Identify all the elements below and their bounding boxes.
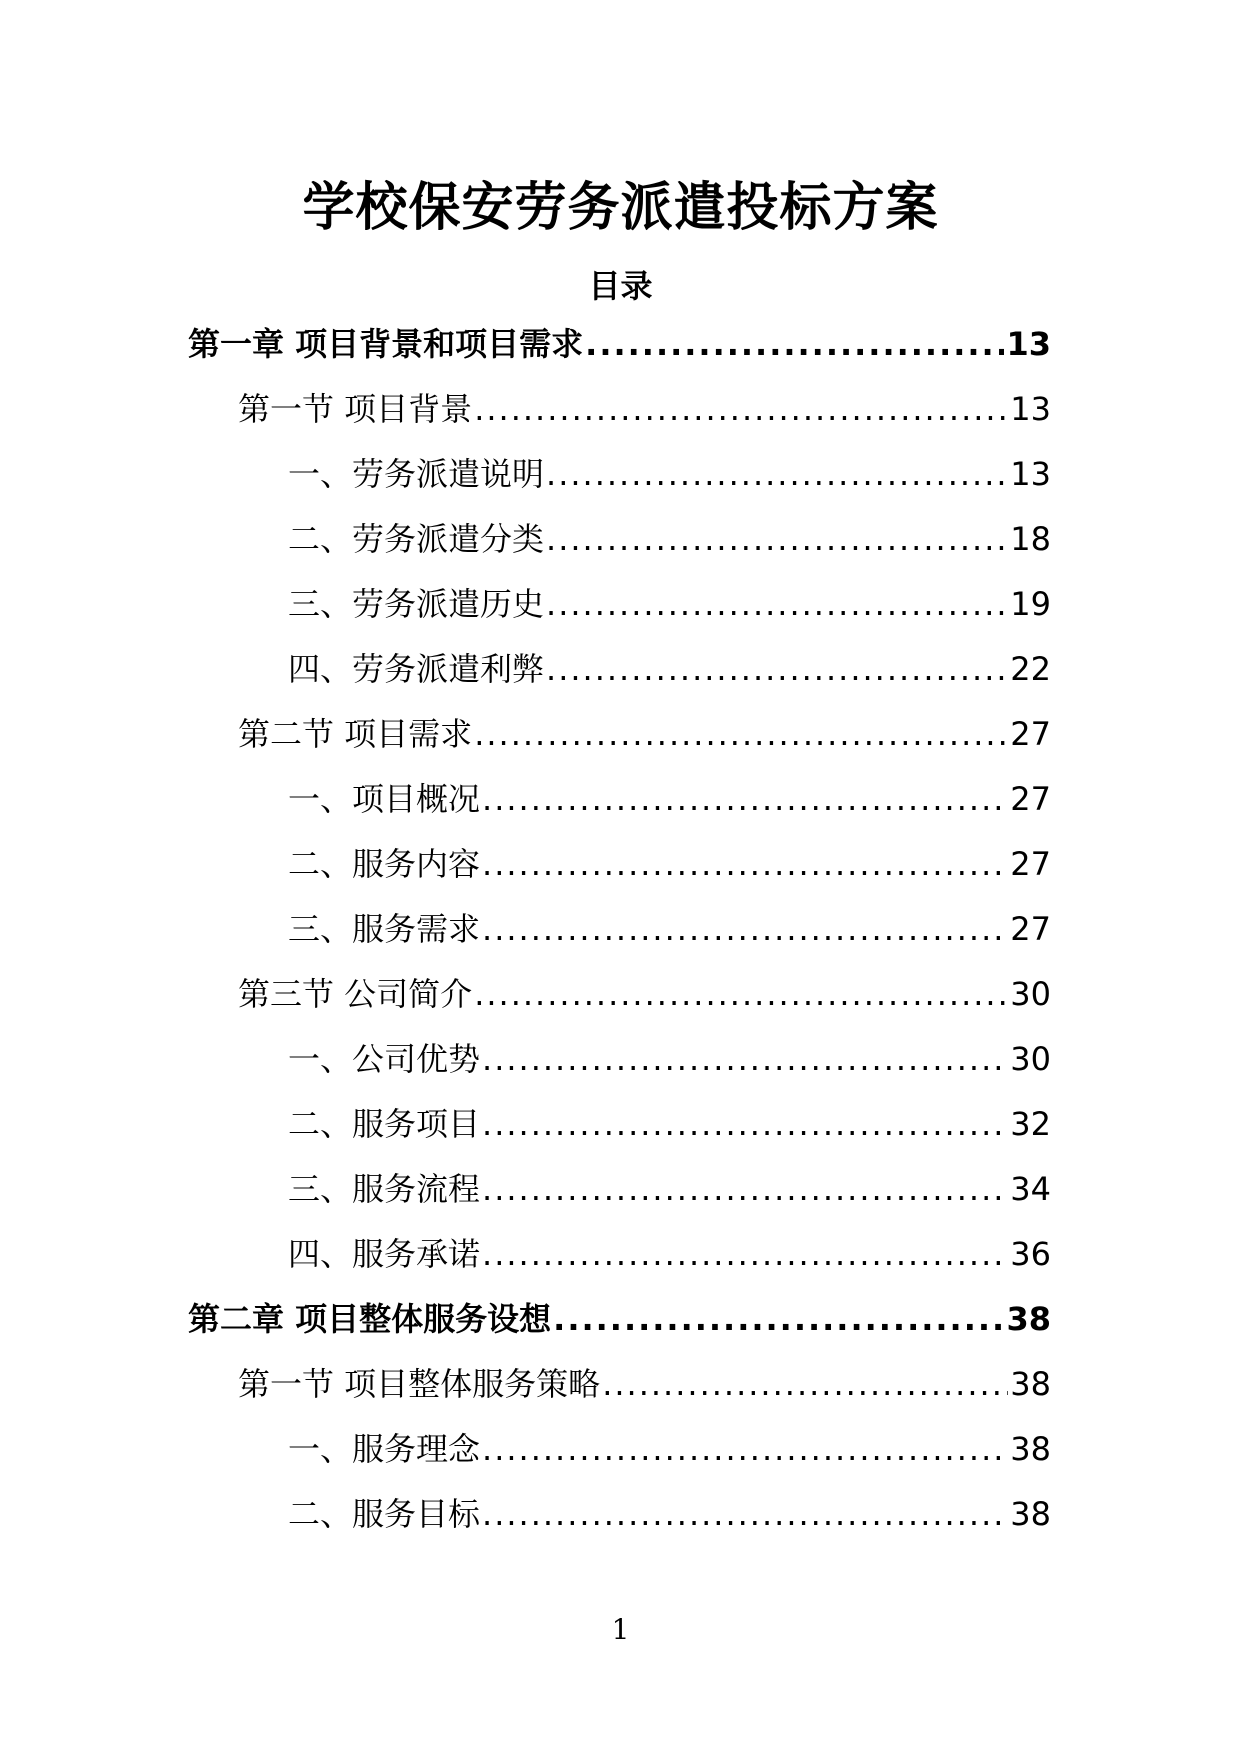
toc-entry-page: 19 bbox=[1010, 585, 1051, 623]
page-number: 1 bbox=[611, 1613, 630, 1646]
toc-entry-page: 36 bbox=[1010, 1235, 1051, 1273]
toc-entry-subsection[interactable] bbox=[288, 842, 1051, 886]
toc-entry-subsection[interactable] bbox=[288, 1232, 1051, 1276]
toc-entry-subsection[interactable] bbox=[288, 1102, 1051, 1146]
toc-entry-subsection[interactable] bbox=[288, 777, 1051, 821]
toc-dot-leader bbox=[482, 1427, 1008, 1471]
toc-entry-text: 第二节 项目需求 bbox=[238, 715, 473, 753]
toc-entry-text: 一、劳务派遣说明 bbox=[288, 455, 545, 493]
toc-entry-page: 38 bbox=[1010, 1495, 1051, 1533]
toc-dot-leader bbox=[482, 842, 1008, 886]
toc-entry-page: 32 bbox=[1010, 1105, 1051, 1143]
toc-entry-text: 四、劳务派遣利弊 bbox=[288, 650, 545, 688]
toc-entry-text: 第一节 项目整体服务策略 bbox=[238, 1365, 601, 1403]
toc-entry-subsection[interactable] bbox=[288, 1037, 1051, 1081]
toc-entry-text: 三、服务需求 bbox=[288, 910, 481, 948]
toc-entry-page: 27 bbox=[1010, 845, 1051, 883]
toc-dot-leader bbox=[546, 517, 1008, 561]
toc-dot-leader bbox=[546, 647, 1008, 691]
toc-entry-chapter-1[interactable] bbox=[188, 322, 1051, 366]
toc-entry-text: 三、服务流程 bbox=[288, 1170, 481, 1208]
toc-entry-text: 第二章 项目整体服务设想 bbox=[188, 1300, 552, 1338]
document-title: 学校保安劳务派遣投标方案 bbox=[302, 178, 939, 238]
toc-dot-leader bbox=[546, 452, 1008, 496]
toc-dot-leader bbox=[482, 1492, 1008, 1536]
toc-dot-leader bbox=[474, 972, 1008, 1016]
toc-entry-text: 第一节 项目背景 bbox=[238, 390, 473, 428]
toc-dot-leader bbox=[585, 322, 1004, 366]
toc-entry-subsection[interactable] bbox=[288, 647, 1051, 691]
toc-entry-page: 27 bbox=[1010, 780, 1051, 818]
toc-dot-leader bbox=[482, 907, 1008, 951]
toc-entry-subsection[interactable] bbox=[288, 517, 1051, 561]
toc-entry-section[interactable] bbox=[238, 387, 1051, 431]
toc-dot-leader bbox=[546, 582, 1008, 626]
toc-entry-section[interactable] bbox=[238, 1362, 1051, 1406]
toc-entry-section[interactable] bbox=[238, 712, 1051, 756]
toc-dot-leader bbox=[474, 712, 1008, 756]
toc-entry-text: 二、服务项目 bbox=[288, 1105, 481, 1143]
toc-dot-leader bbox=[474, 387, 1008, 431]
toc-entry-chapter-2[interactable] bbox=[188, 1297, 1051, 1341]
toc-entry-page: 27 bbox=[1010, 910, 1051, 948]
toc-dot-leader bbox=[482, 1167, 1008, 1211]
toc-entry-subsection[interactable] bbox=[288, 582, 1051, 626]
toc-entry-page: 13 bbox=[1006, 325, 1051, 363]
toc-entry-text: 一、项目概况 bbox=[288, 780, 481, 818]
toc-entry-text: 第三节 公司简介 bbox=[238, 975, 473, 1013]
toc-dot-leader bbox=[482, 1037, 1008, 1081]
toc-entry-page: 13 bbox=[1010, 390, 1051, 428]
toc-entry-section[interactable] bbox=[238, 972, 1051, 1016]
toc-dot-leader bbox=[602, 1362, 1008, 1406]
toc-heading: 目录 bbox=[588, 267, 653, 305]
toc-entry-page: 22 bbox=[1010, 650, 1051, 688]
toc-entry-text: 第一章 项目背景和项目需求 bbox=[188, 325, 584, 363]
toc-entry-page: 38 bbox=[1010, 1365, 1051, 1403]
toc-entry-page: 34 bbox=[1010, 1170, 1051, 1208]
toc-entry-page: 27 bbox=[1010, 715, 1051, 753]
toc-entry-page: 38 bbox=[1010, 1430, 1051, 1468]
toc-entry-subsection[interactable] bbox=[288, 452, 1051, 496]
toc-entry-page: 30 bbox=[1010, 1040, 1051, 1078]
toc-dot-leader bbox=[482, 777, 1008, 821]
toc-entry-text: 一、服务理念 bbox=[288, 1430, 481, 1468]
toc-entry-page: 30 bbox=[1010, 975, 1051, 1013]
toc-dot-leader bbox=[482, 1232, 1008, 1276]
toc-entry-page: 18 bbox=[1010, 520, 1051, 558]
toc-dot-leader bbox=[553, 1297, 1004, 1341]
toc-dot-leader bbox=[482, 1102, 1008, 1146]
toc-entry-page: 13 bbox=[1010, 455, 1051, 493]
toc-entry-text: 二、劳务派遣分类 bbox=[288, 520, 545, 558]
toc-entry-page: 38 bbox=[1006, 1300, 1051, 1338]
toc-entry-subsection[interactable] bbox=[288, 1167, 1051, 1211]
toc-entry-text: 二、服务内容 bbox=[288, 845, 481, 883]
toc-entry-text: 二、服务目标 bbox=[288, 1495, 481, 1533]
toc-entry-subsection[interactable] bbox=[288, 1427, 1051, 1471]
toc-entry-text: 三、劳务派遣历史 bbox=[288, 585, 545, 623]
toc-entry-text: 一、公司优势 bbox=[288, 1040, 481, 1078]
toc-entry-text: 四、服务承诺 bbox=[288, 1235, 481, 1273]
toc-entry-subsection[interactable] bbox=[288, 907, 1051, 951]
toc-entry-subsection[interactable] bbox=[288, 1492, 1051, 1536]
